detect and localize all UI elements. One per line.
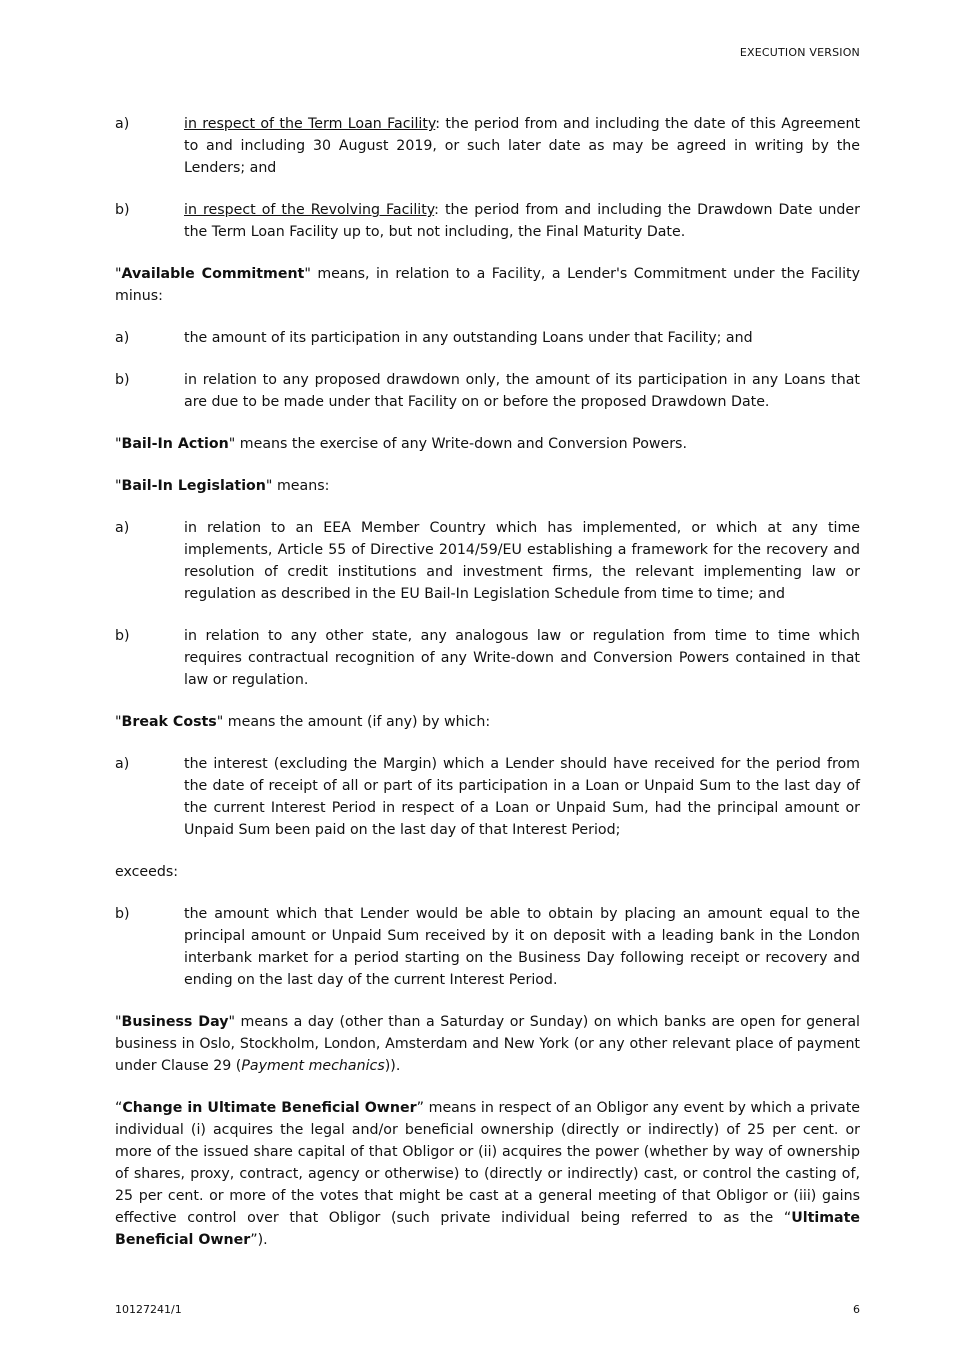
list-item-text	[184, 903, 860, 991]
page-footer	[115, 1303, 860, 1316]
text-run: the amount of its participation in any outstanding Loans under that Facility; and	[184, 330, 753, 346]
text-run: ”).	[250, 1232, 268, 1248]
defined-term: Change in Ultimate Beneficial Owner	[122, 1100, 417, 1116]
list-item-label: b)	[115, 628, 130, 644]
definition-paragraph	[115, 1011, 860, 1077]
list-item-label: b)	[115, 202, 130, 218]
defined-term: Bail-In Action	[121, 436, 229, 452]
list-item-label: a)	[115, 756, 130, 772]
text-run: " means:	[265, 478, 330, 494]
text-run: in relation to an EEA Member Country which has implemented, or which at any time implements, Article 55 of Directive 2014/59/EU establishing a framework for the recovery and resolution of credit institutions and investment firms, the relevant implementing law or regulation as described in the EU Bail-In Legislation Schedule from time to time; and	[184, 520, 860, 602]
text-run: "	[115, 1014, 122, 1030]
underlined-heading: in respect of the Term Loan Facility	[184, 116, 436, 132]
list-item-text	[184, 625, 860, 691]
definition-paragraph	[115, 1097, 860, 1251]
text-run: "	[115, 714, 122, 730]
text-run: " means a day (other than a Saturday or Sunday) on which banks are open for general business in Oslo, Stockholm, London, Amsterdam and New York (or any other relevant place of payment under Clause 29 (	[115, 1014, 860, 1074]
list-item	[115, 753, 860, 841]
text-run: in relation to any other state, any analogous law or regulation from time to time which requires contractual recognition of any Write-down and Conversion Powers contained in that law or regulation.	[184, 628, 860, 688]
clause-reference: Payment mechanics	[241, 1058, 385, 1074]
text-run: : the period from and including the Drawdown Date under the Term Loan Facility up to, but not including, the Final Maturity Date.	[184, 202, 860, 240]
text-run: )).	[384, 1058, 401, 1074]
definition-paragraph	[115, 711, 860, 733]
list-item-label: b)	[115, 372, 130, 388]
document-body	[115, 113, 860, 1271]
list-item-text	[184, 753, 860, 841]
list-item-label: a)	[115, 330, 130, 346]
definition-paragraph	[115, 861, 860, 883]
defined-term: Break Costs	[121, 714, 217, 730]
text-run: "	[115, 478, 122, 494]
list-item-text	[184, 369, 860, 413]
text-run: in relation to any proposed drawdown only, the amount of its participation in any Loans that are due to be made under that Facility on or before the proposed Drawdown Date.	[184, 372, 860, 410]
defined-term: Available Commitment	[121, 266, 305, 282]
text-run: "	[115, 436, 122, 452]
text-run: " means the amount (if any) by which:	[216, 714, 491, 730]
list-item-label: a)	[115, 520, 130, 536]
list-item-text	[184, 113, 860, 179]
list-item	[115, 113, 860, 179]
page-number: 6	[853, 1303, 860, 1316]
text-run: " means, in relation to a Facility, a Lender's Commitment under the Facility minus:	[115, 266, 861, 304]
document-version-header: EXECUTION VERSION	[739, 46, 860, 59]
defined-term: Bail-In Legislation	[121, 478, 266, 494]
list-item-label: b)	[115, 906, 130, 922]
text-run: ” means in respect of an Obligor any event by which a private individual (i) acquires the legal and/or beneficial ownership (directly or indirectly) of 25 per cent. or more of the issued share capital of that Obligor or (ii) acquires the power (whether by way of ownership of shares, proxy, contract, agency or otherwise) to (directly or indirectly) cast, or control the casting of, 25 per cent. or more of the votes that might be cast at a general meeting of that Obligor or (iii) gains effective control over that Obligor (such private individual being referred to as the “	[115, 1100, 861, 1226]
list-item	[115, 327, 860, 349]
list-item	[115, 369, 860, 413]
text-run: the interest (excluding the Margin) which a Lender should have received for the period from the date of receipt of all or part of its participation in a Loan or Unpaid Sum to the last day of the current Interest Period in respect of a Loan or Unpaid Sum, had the principal amount or Unpaid Sum been paid on the last day of that Interest Period;	[184, 756, 860, 838]
list-item	[115, 903, 860, 991]
text-run: the amount which that Lender would be able to obtain by placing an amount equal to the principal amount or Unpaid Sum received by it on deposit with a leading bank in the London interbank market for a period starting on the Business Day following receipt or recovery and ending on the last day of the current Interest Period.	[184, 906, 860, 988]
definition-paragraph	[115, 433, 860, 455]
text-run: exceeds:	[115, 864, 179, 880]
text-run: "	[115, 266, 122, 282]
list-item-label: a)	[115, 116, 130, 132]
list-item	[115, 517, 860, 605]
list-item-text	[184, 517, 860, 605]
text-run: “	[115, 1100, 123, 1116]
document-reference: 10127241/1	[115, 1303, 182, 1316]
defined-term: Business Day	[121, 1014, 229, 1030]
list-item	[115, 199, 860, 243]
definition-paragraph	[115, 263, 860, 307]
defined-term: Ultimate Beneficial Owner	[115, 1210, 860, 1248]
list-item	[115, 625, 860, 691]
list-item-text	[184, 327, 860, 349]
underlined-heading: in respect of the Revolving Facility	[184, 202, 435, 218]
text-run: : the period from and including the date of this Agreement to and including 30 August 2019, or such later date as may be agreed in writing by the Lenders; and	[184, 116, 861, 176]
list-item-text	[184, 199, 860, 243]
text-run: " means the exercise of any Write-down and Conversion Powers.	[228, 436, 687, 452]
definition-paragraph	[115, 475, 860, 497]
